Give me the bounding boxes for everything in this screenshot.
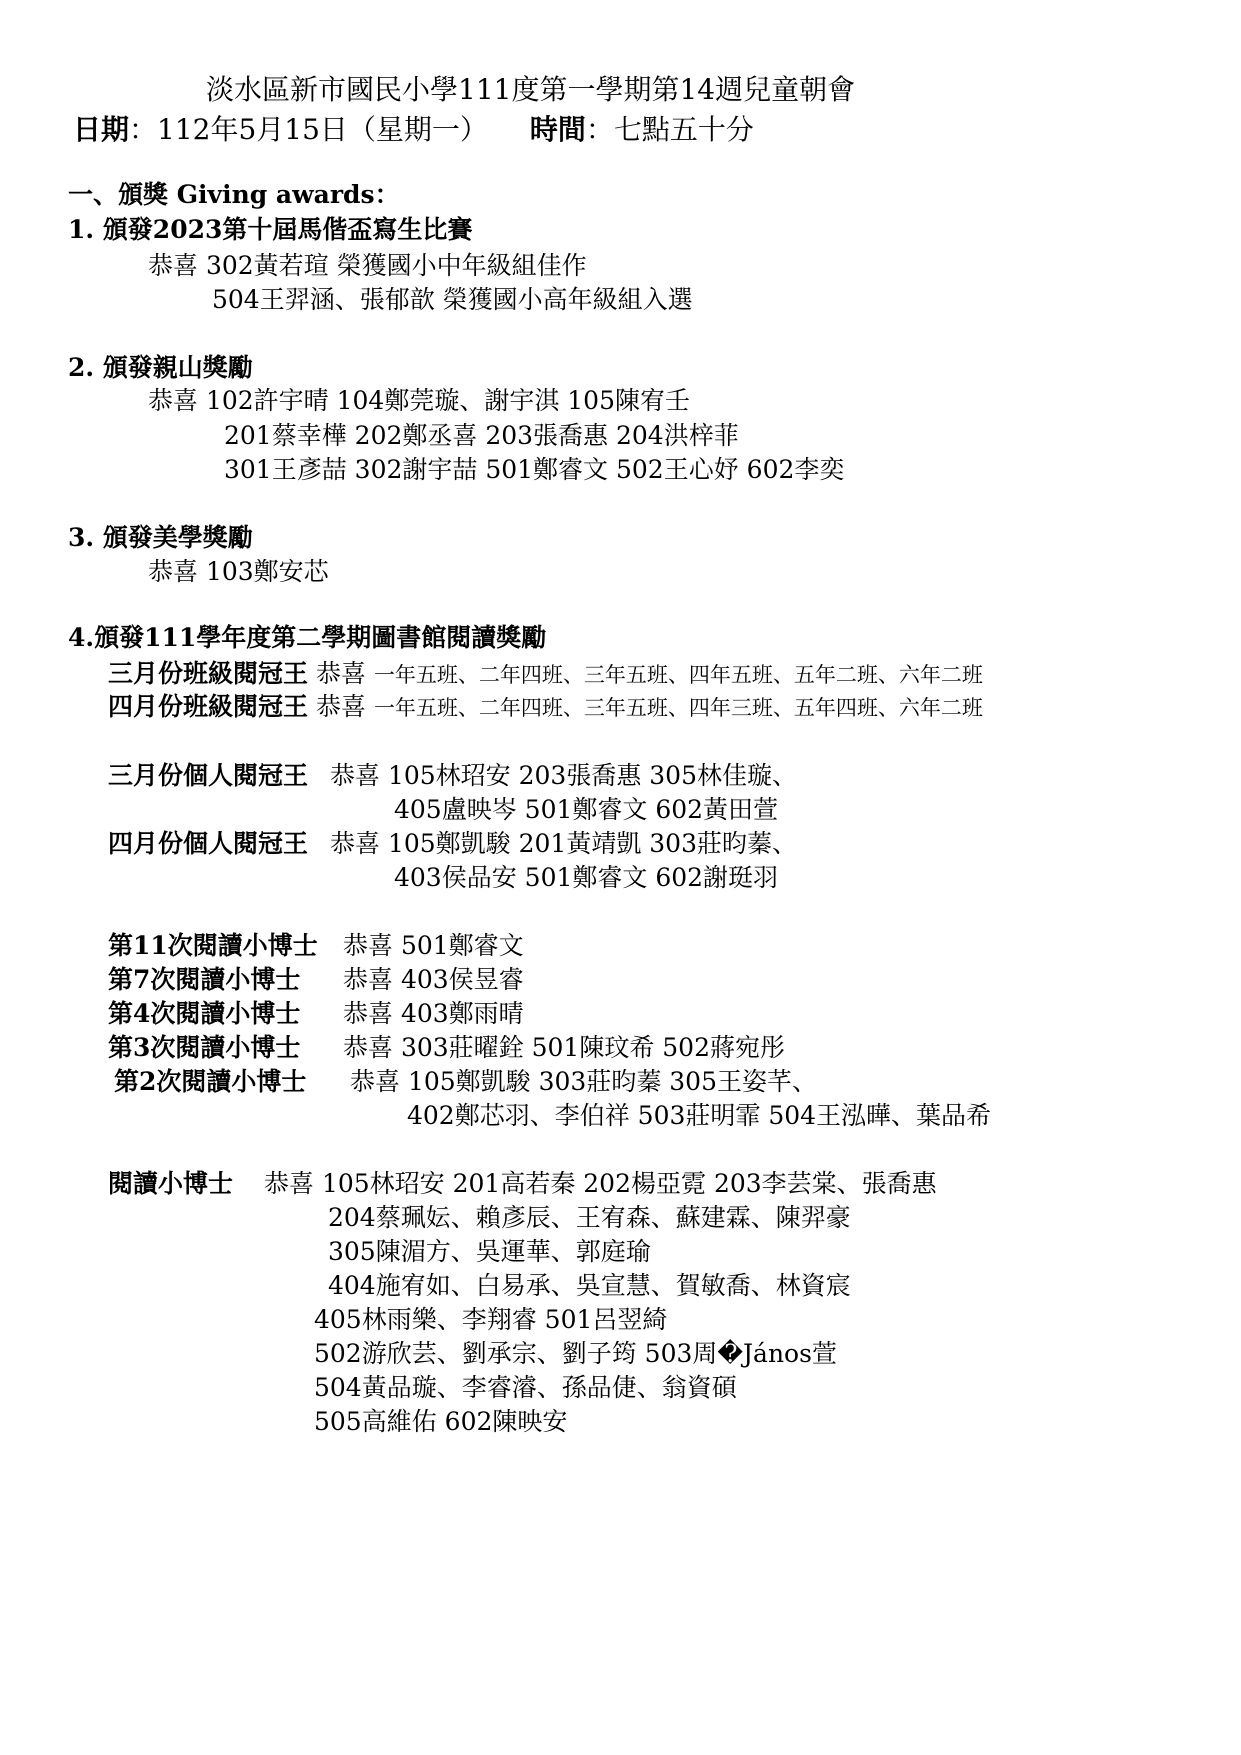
class-march-row [108, 658, 983, 691]
class-april-row [108, 691, 983, 724]
item-2-line: 恭喜 102許宇晴 104鄭莞璇、謝宇淇 105陳宥壬 [148, 386, 690, 415]
doctor-7-label: 第7次閱讀小博士 [108, 965, 301, 994]
item-1-heading: 1. 頒發2023第十屆馬偕盃寫生比賽 [68, 215, 473, 244]
reading-doctor-line: 504黃品璇、李睿濬、孫品倢、翁資碩 [314, 1373, 737, 1402]
ind-march-label: 三月份個人閱冠王 [108, 761, 309, 790]
date-time-line [73, 112, 754, 148]
item-1-line: 504王羿涵、張郁歆 榮獲國小高年級組入選 [212, 285, 693, 314]
item-2-line: 201蔡幸樺 202鄭丞喜 203張喬惠 204洪梓菲 [224, 421, 739, 450]
reading-doctor-line: 405林雨樂、李翔睿 501呂翌綺 [314, 1305, 668, 1334]
doctor-3-text: 恭喜 303莊曜銓 501陳玟希 502蔣宛彤 [343, 1033, 785, 1062]
reading-doctor-line: 505高維佑 602陳映安 [314, 1407, 568, 1436]
time-value: ：七點五十分 [585, 113, 754, 146]
item-2-heading: 2. 頒發親山獎勵 [68, 353, 253, 382]
doctor-11-text: 恭喜 501鄭睿文 [343, 931, 524, 960]
doctor-11-label: 第11次閱讀小博士 [108, 931, 318, 960]
class-march-list: 一年五班、二年四班、三年五班、四年五班、五年二班、六年二班 [373, 663, 983, 687]
class-march-label: 三月份班級閱冠王 [108, 659, 309, 688]
ind-april-line: 恭喜 105鄭凱駿 201黃靖凱 303莊昀蓁、 [330, 829, 797, 858]
doctor-7-text: 恭喜 403侯昱睿 [343, 965, 524, 994]
reading-doctor-line: 502游欣芸、劉承宗、劉子筠 503周�János萱 [314, 1339, 837, 1368]
reading-doctor-label: 閱讀小博士 [108, 1169, 234, 1198]
ind-march-line: 405盧映岑 501鄭睿文 602黃田萱 [394, 795, 779, 824]
reading-doctor-line: 404施宥如、白易承、吳宣慧、賀敏喬、林資宸 [328, 1271, 851, 1300]
item-2-line: 301王彥喆 302謝宇喆 501鄭睿文 502王心妤 602李奕 [224, 455, 845, 484]
doctor-3-label: 第3次閱讀小博士 [108, 1033, 301, 1062]
class-march-congrats: 恭喜 [315, 659, 366, 688]
date-label: 日期 [73, 113, 130, 146]
time-label: 時間 [529, 113, 586, 146]
doctor-4-text: 恭喜 403鄭雨晴 [343, 999, 524, 1028]
ind-april-label: 四月份個人閱冠王 [108, 829, 309, 858]
doctor-2-line: 恭喜 105鄭凱駿 303莊昀蓁 305王姿芊、 [350, 1067, 817, 1096]
class-april-congrats: 恭喜 [315, 692, 366, 721]
reading-doctor-line: 恭喜 105林玿安 201高若秦 202楊亞霓 203李芸棠、張喬惠 [264, 1169, 937, 1198]
date-value: ：112年5月15日（星期一） [129, 113, 488, 146]
reading-doctor-line: 204蔡珮妘、賴彥辰、王宥森、蘇建霖、陳羿豪 [328, 1203, 851, 1232]
doctor-4-label: 第4次閱讀小博士 [108, 999, 301, 1028]
item-4-heading: 4.頒發111學年度第二學期圖書館閱讀獎勵 [68, 623, 547, 652]
doctor-2-label: 第2次閱讀小博士 [114, 1067, 307, 1096]
page-title: 淡水區新市國民小學111度第一學期第14週兒童朝會 [206, 73, 856, 106]
item-1-line: 恭喜 302黃若瑄 榮獲國小中年級組佳作 [148, 251, 587, 280]
item-3-line: 恭喜 103鄭安芯 [148, 557, 329, 586]
reading-doctor-line: 305陳湄方、吳運華、郭庭瑜 [328, 1237, 651, 1266]
class-april-list: 一年五班、二年四班、三年五班、四年三班、五年四班、六年二班 [373, 696, 983, 720]
section-heading-awards: 一、頒獎 Giving awards： [68, 180, 400, 209]
class-april-label: 四月份班級閱冠王 [108, 692, 309, 721]
doctor-2-line: 402鄭芯羽、李伯祥 503莊明霏 504王泓曄、葉品希 [407, 1101, 992, 1130]
ind-march-line: 恭喜 105林玿安 203張喬惠 305林佳璇、 [330, 761, 797, 790]
ind-april-line: 403侯品安 501鄭睿文 602謝珽羽 [394, 863, 779, 892]
item-3-heading: 3. 頒發美學獎勵 [68, 523, 253, 552]
